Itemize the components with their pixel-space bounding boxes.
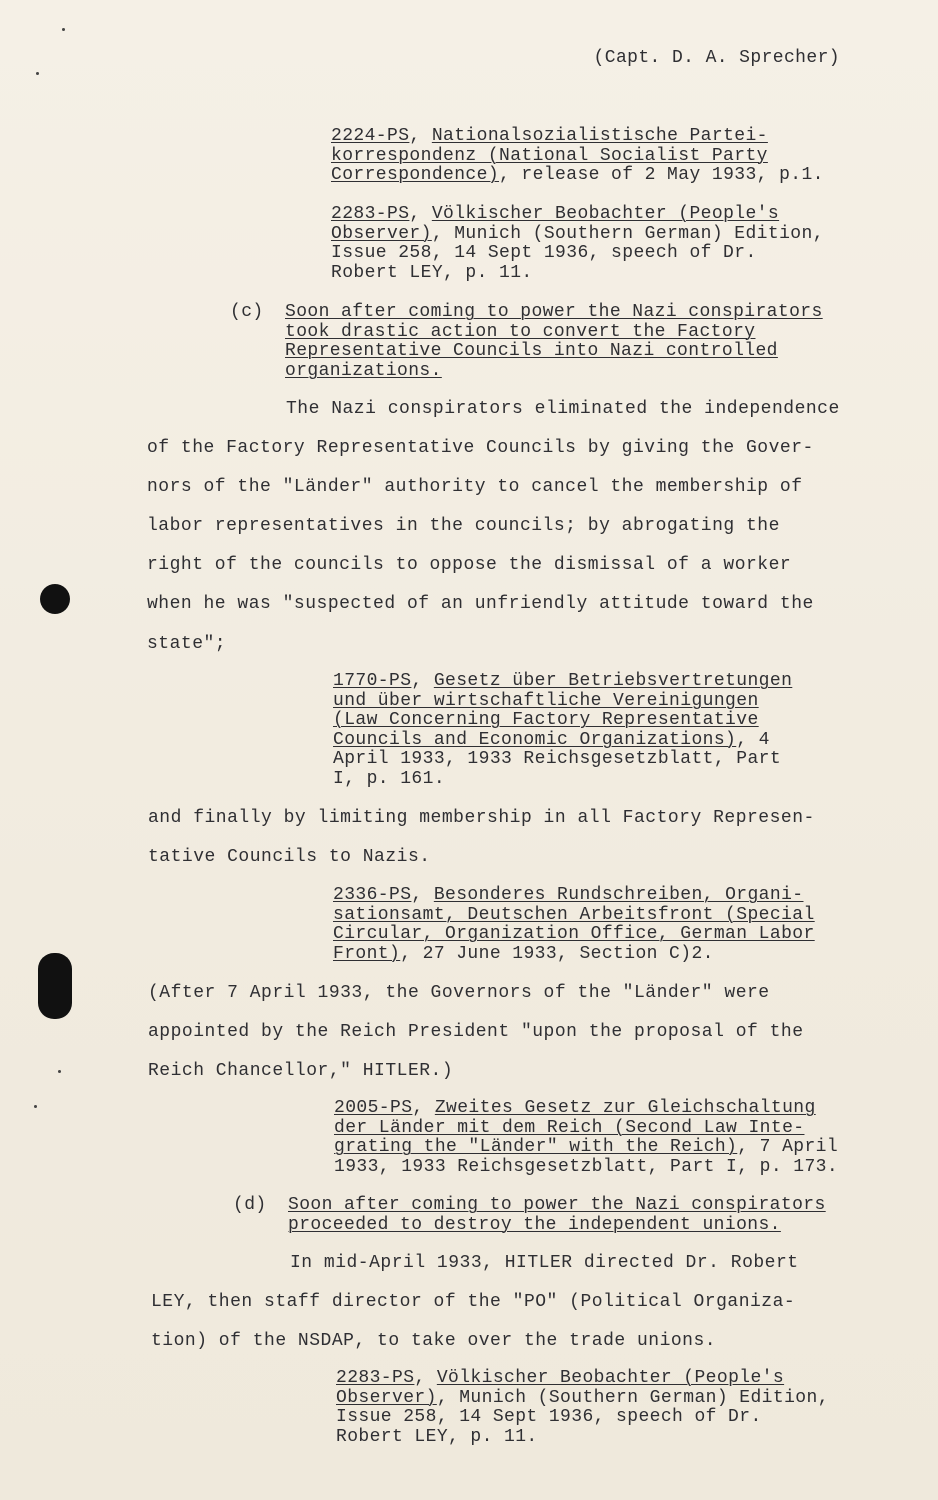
speck (62, 28, 65, 31)
citation-ref: 2283-PS (331, 204, 410, 224)
citation-line: Zweites Gesetz zur Gleichschaltung (434, 1098, 816, 1118)
section-d-label: (d) (233, 1195, 267, 1215)
citation-line: Gesetz über Betriebsvertretungen (433, 671, 793, 691)
citation-2283-ps-repeat: 2283-PS, Völkischer Beobachter (People's Observer), Munich (Southern German) Edition, Issue 258, 14 Sept 1936, speech of Dr. Robert LEY, p. 11. (336, 1368, 829, 1447)
paragraph-line: LEY, then staff director of the "PO" (Political Organiza- (151, 1292, 796, 1312)
speck (34, 1105, 37, 1108)
paragraph-line: Reich Chancellor," HITLER.) (148, 1061, 454, 1081)
citation-ref: 1770-PS (333, 671, 412, 691)
paragraph-line: appointed by the Reich President "upon the proposal of the (148, 1022, 804, 1042)
paragraph-line: of the Factory Representative Councils by giving the Gover- (147, 438, 814, 458)
citation-ref: 2336-PS (333, 885, 412, 905)
paragraph-line: tion) of the NSDAP, to take over the trade unions. (151, 1331, 717, 1351)
citation-ref: 2283-PS (336, 1368, 415, 1388)
citation-ref: 2005-PS (334, 1098, 413, 1118)
citation-line: Robert LEY, p. 11. (336, 1426, 538, 1447)
citation-2336-ps: 2336-PS, Besonderes Rundschreiben, Organi- sationsamt, Deutschen Arbeitsfront (Special Circular, Organization Office, German Labor Front), 27 June 1933, Section C)2. (333, 885, 815, 964)
citation-2283-ps: 2283-PS, Völkischer Beobachter (People's Observer), Munich (Southern German) Edition, Issue 258, 14 Sept 1936, speech of Dr. Robert LEY, p. 11. (331, 204, 824, 283)
citation-line: Councils and Economic Organizations) (333, 729, 737, 750)
citation-line: Issue 258, 14 Sept 1936, speech of Dr. (336, 1407, 762, 1427)
citation-2005-ps: 2005-PS, Zweites Gesetz zur Gleichschaltung der Länder mit dem Reich (Second Law Inte- grating the "Länder" with the Reich), 7 April 1933, 1933 Reichsgesetzblatt, Part I, p. 173. (334, 1098, 839, 1177)
citation-line: Observer) (336, 1387, 437, 1408)
citation-line: , Munich (Southern German) Edition, (431, 223, 824, 244)
paragraph-line: tative Councils to Nazis. (148, 847, 431, 867)
heading-line: took drastic action to convert the Factory (285, 321, 756, 342)
citation-line: der Länder mit dem Reich (Second Law Inte- (334, 1117, 805, 1138)
citation-line: Correspondence) (331, 165, 500, 185)
citation-line: Robert LEY, p. 11. (331, 262, 533, 283)
paragraph-line: nors of the "Länder" authority to cancel the membership of (147, 477, 803, 497)
citation-line: , Munich (Southern German) Edition, (436, 1387, 829, 1408)
citation-line: Völkischer Beobachter (People's (431, 204, 780, 224)
paragraph-line: The Nazi conspirators eliminated the independence (286, 399, 840, 419)
citation-line: , 27 June 1933, Section C)2. (400, 943, 714, 964)
citation-line: , 7 April (737, 1137, 839, 1157)
paragraph-line: labor representatives in the councils; by abrogating the (147, 516, 780, 536)
citation-line: Front) (333, 943, 401, 964)
heading-line: Soon after coming to power the Nazi conspirators (285, 302, 823, 322)
citation-1770-ps: 1770-PS, Gesetz über Betriebsvertretungen und über wirtschaftliche Vereinigungen (Law Concerning Factory Representative Councils and Economic Organizations), 4 April 1933, 1933 Reichsgesetzblatt, Part I, p. 161. (333, 671, 793, 789)
section-d-heading (288, 1196, 826, 1235)
citation-line: , release of 2 May 1933, p.1. (499, 165, 824, 185)
section-c-label: (c) (230, 302, 264, 322)
citation-line: I, p. 161. (333, 768, 446, 789)
citation-line: Besonderes Rundschreiben, Organi- (433, 885, 804, 905)
speck (58, 1070, 61, 1073)
heading-line: proceeded to destroy the independent unions. (288, 1214, 781, 1235)
citation-line: Observer) (331, 223, 432, 244)
paragraph-line: when he was "suspected of an unfriendly attitude toward the (147, 594, 814, 614)
attribution-header: (Capt. D. A. Sprecher) (593, 48, 840, 68)
citation-line: Nationalsozialistische Partei- (431, 126, 768, 146)
citation-line: sationsamt, Deutschen Arbeitsfront (Special (333, 904, 815, 925)
heading-line: Representative Councils into Nazi controlled (285, 341, 778, 361)
citation-2224-ps: 2224-PS, Nationalsozialistische Partei- korrespondenz (National Socialist Party Correspondence), release of 2 May 1933, p.1. (331, 126, 824, 185)
citation-ref: 2224-PS (331, 126, 410, 146)
citation-line: Völkischer Beobachter (People's (436, 1368, 785, 1388)
paragraph-line: right of the councils to oppose the dismissal of a worker (147, 555, 792, 575)
citation-line: 1933, 1933 Reichsgesetzblatt, Part I, p. 173. (334, 1156, 839, 1177)
heading-line: organizations. (285, 360, 442, 381)
heading-line: Soon after coming to power the Nazi conspirators (288, 1195, 826, 1215)
punch-hole-top (40, 584, 70, 614)
section-c-heading (285, 303, 823, 381)
paragraph-line: state"; (147, 634, 227, 654)
citation-line: korrespondenz (National Socialist Party (331, 145, 768, 166)
citation-line: April 1933, 1933 Reichsgesetzblatt, Part (333, 749, 782, 769)
paragraph-line: In mid-April 1933, HITLER directed Dr. Robert (290, 1253, 799, 1273)
citation-line: (Law Concerning Factory Representative (333, 710, 759, 730)
citation-line: grating the "Länder" with the Reich) (334, 1137, 738, 1157)
citation-line: , 4 (736, 729, 770, 750)
speck (36, 72, 39, 75)
citation-line: und über wirtschaftliche Vereinigungen (333, 690, 759, 711)
punch-hole-middle (38, 953, 72, 1019)
paragraph-line: and finally by limiting membership in all Factory Represen- (148, 808, 815, 828)
citation-line: Issue 258, 14 Sept 1936, speech of Dr. (331, 243, 757, 263)
citation-line: Circular, Organization Office, German Labor (333, 924, 815, 944)
paragraph-line: (After 7 April 1933, the Governors of the "Länder" were (148, 983, 770, 1003)
